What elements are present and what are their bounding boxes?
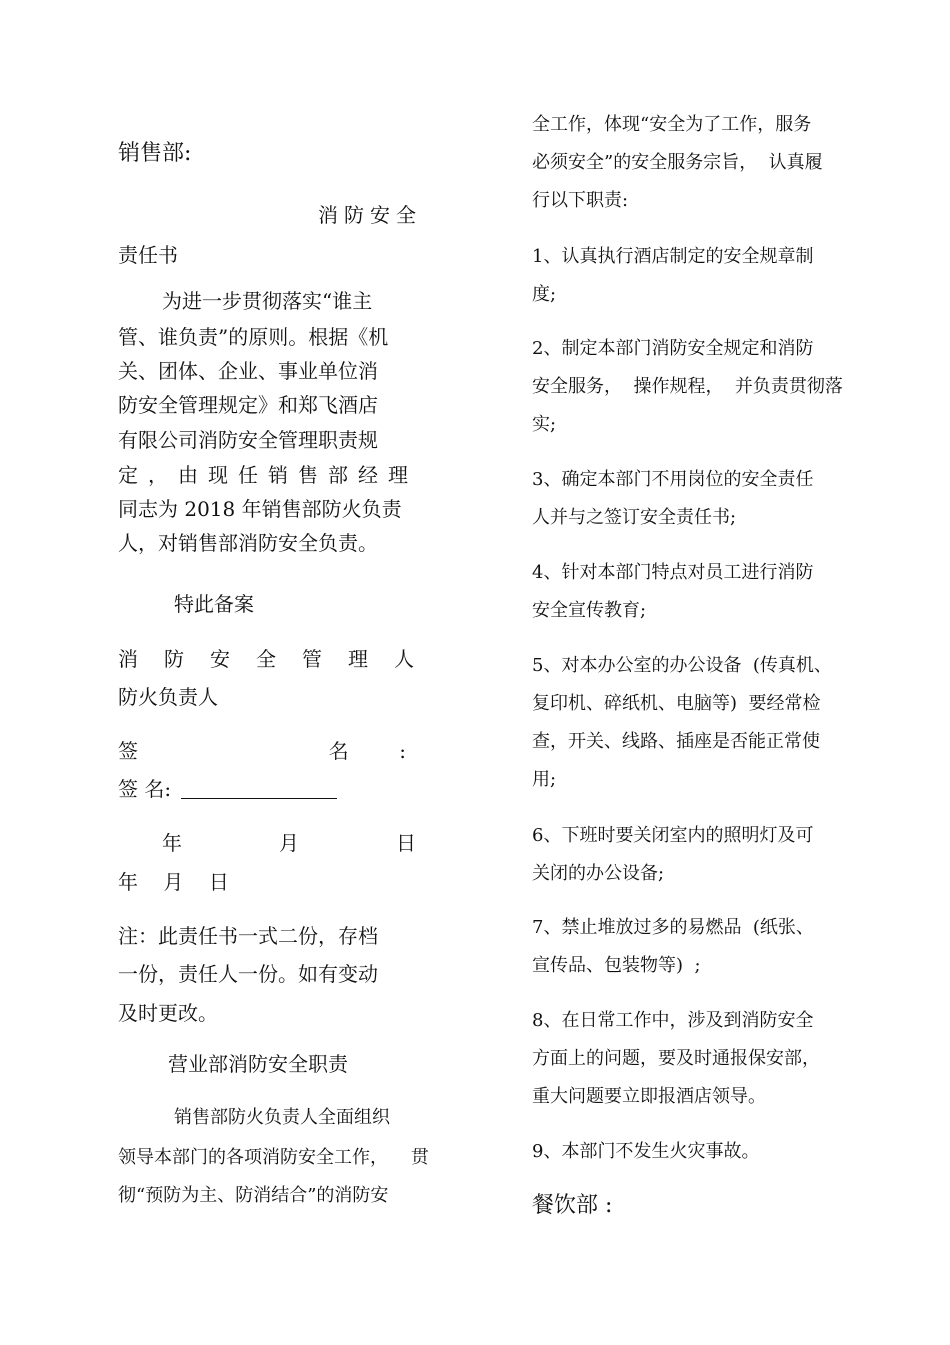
- doc-title-line2: 责任书: [118, 243, 178, 267]
- duty-item-8: 方面上的问题，要及时通报保安部，: [532, 1048, 820, 1069]
- duty-para-line: 彻“预防为主、防消结合”的消防安: [118, 1185, 389, 1206]
- duty-item-3: 3、确定本部门不用岗位的安全责任: [532, 469, 814, 490]
- signature-blank: [181, 780, 337, 799]
- duty-para-line: 销售部防火负责人全面组织: [174, 1107, 390, 1128]
- duty-item-1: 1、认真执行酒店制定的安全规章制: [532, 246, 814, 267]
- para-line: 人，对销售部消防安全负责。: [118, 531, 378, 555]
- section-heading: 销售部:: [118, 141, 192, 166]
- intro-line: 必须安全”的安全服务宗旨， 认真履: [532, 152, 823, 173]
- signature-label: 签 名:: [118, 777, 172, 801]
- duty-item-8: 重大问题要立即报酒店领导。: [532, 1086, 766, 1107]
- para-line: 管、谁负责”的原则。根据《机: [118, 325, 389, 349]
- record-text: 特此备案: [174, 592, 254, 616]
- duty-item-7: 宣传品、包装物等) ;: [532, 955, 701, 976]
- note-line: 及时更改。: [118, 1001, 218, 1025]
- manager-label: 消防安全管理人: [118, 647, 440, 671]
- duty-item-6: 6、下班时要关闭室内的照明灯及可: [532, 825, 814, 846]
- duty-item-5: 5、对本办公室的办公设备 (传真机、: [532, 655, 832, 676]
- duty-item-9: 9、本部门不发生火灾事故。: [532, 1141, 760, 1162]
- intro-line: 行以下职责:: [532, 190, 629, 211]
- duty-item-5: 用;: [532, 769, 557, 790]
- duty-item-4: 安全宣传教育;: [532, 600, 647, 621]
- duty-title: 营业部消防安全职责: [168, 1052, 348, 1076]
- date-line: 年 月 日: [118, 870, 229, 894]
- duty-item-4: 4、针对本部门特点对员工进行消防: [532, 562, 814, 583]
- duty-item-2: 2、制定本部门消防安全规定和消防: [532, 338, 814, 359]
- para-line: 有限公司消防安全管理职责规: [118, 428, 378, 452]
- duty-item-2: 安全服务， 操作规程， 并负责贯彻落: [532, 376, 843, 397]
- date-day: 日: [396, 831, 416, 855]
- sign-colon: :: [399, 739, 406, 763]
- date-month: 月: [279, 831, 299, 855]
- date-year: 年: [162, 831, 182, 855]
- fire-officer-label: 防火负责人: [118, 685, 218, 709]
- para-line: 定，由现任销售部经理: [118, 463, 418, 487]
- duty-item-5: 复印机、碎纸机、电脑等) 要经常检: [532, 693, 821, 714]
- para-line: 防安全管理规定》和郑飞酒店: [118, 393, 378, 417]
- signature-line: [118, 779, 337, 799]
- duty-item-8: 8、在日常工作中，涉及到消防安全: [532, 1010, 814, 1031]
- duty-item-5: 查，开关、线路、插座是否能正常使: [532, 731, 820, 752]
- note-line: 注：此责任书一式二份，存档: [118, 924, 378, 948]
- duty-item-7: 7、禁止堆放过多的易燃品 (纸张、: [532, 917, 814, 938]
- duty-para-line: 领导本部门的各项消防安全工作， 贯: [118, 1147, 429, 1168]
- duty-item-3: 人并与之签订安全责任书;: [532, 507, 737, 528]
- intro-line: 全工作，体现“安全为了工作，服务: [532, 114, 812, 135]
- para-line: 同志为 2018 年销售部防火负责: [118, 497, 402, 521]
- signature-row: [118, 741, 406, 761]
- duty-item-6: 关闭的办公设备;: [532, 863, 665, 884]
- sign-char: 名: [328, 739, 349, 763]
- sign-char: 签: [118, 739, 138, 763]
- para-line: 为进一步贯彻落实“谁主: [162, 289, 373, 313]
- note-line: 一份，责任人一份。如有变动: [118, 962, 378, 986]
- duty-item-2: 实;: [532, 414, 557, 435]
- date-row: [162, 833, 416, 853]
- duty-item-1: 度;: [532, 284, 557, 305]
- doc-title-line1: 消防安全: [318, 203, 422, 227]
- next-section-heading: 餐饮部 :: [532, 1193, 613, 1218]
- para-line: 关、团体、企业、事业单位消: [118, 359, 378, 383]
